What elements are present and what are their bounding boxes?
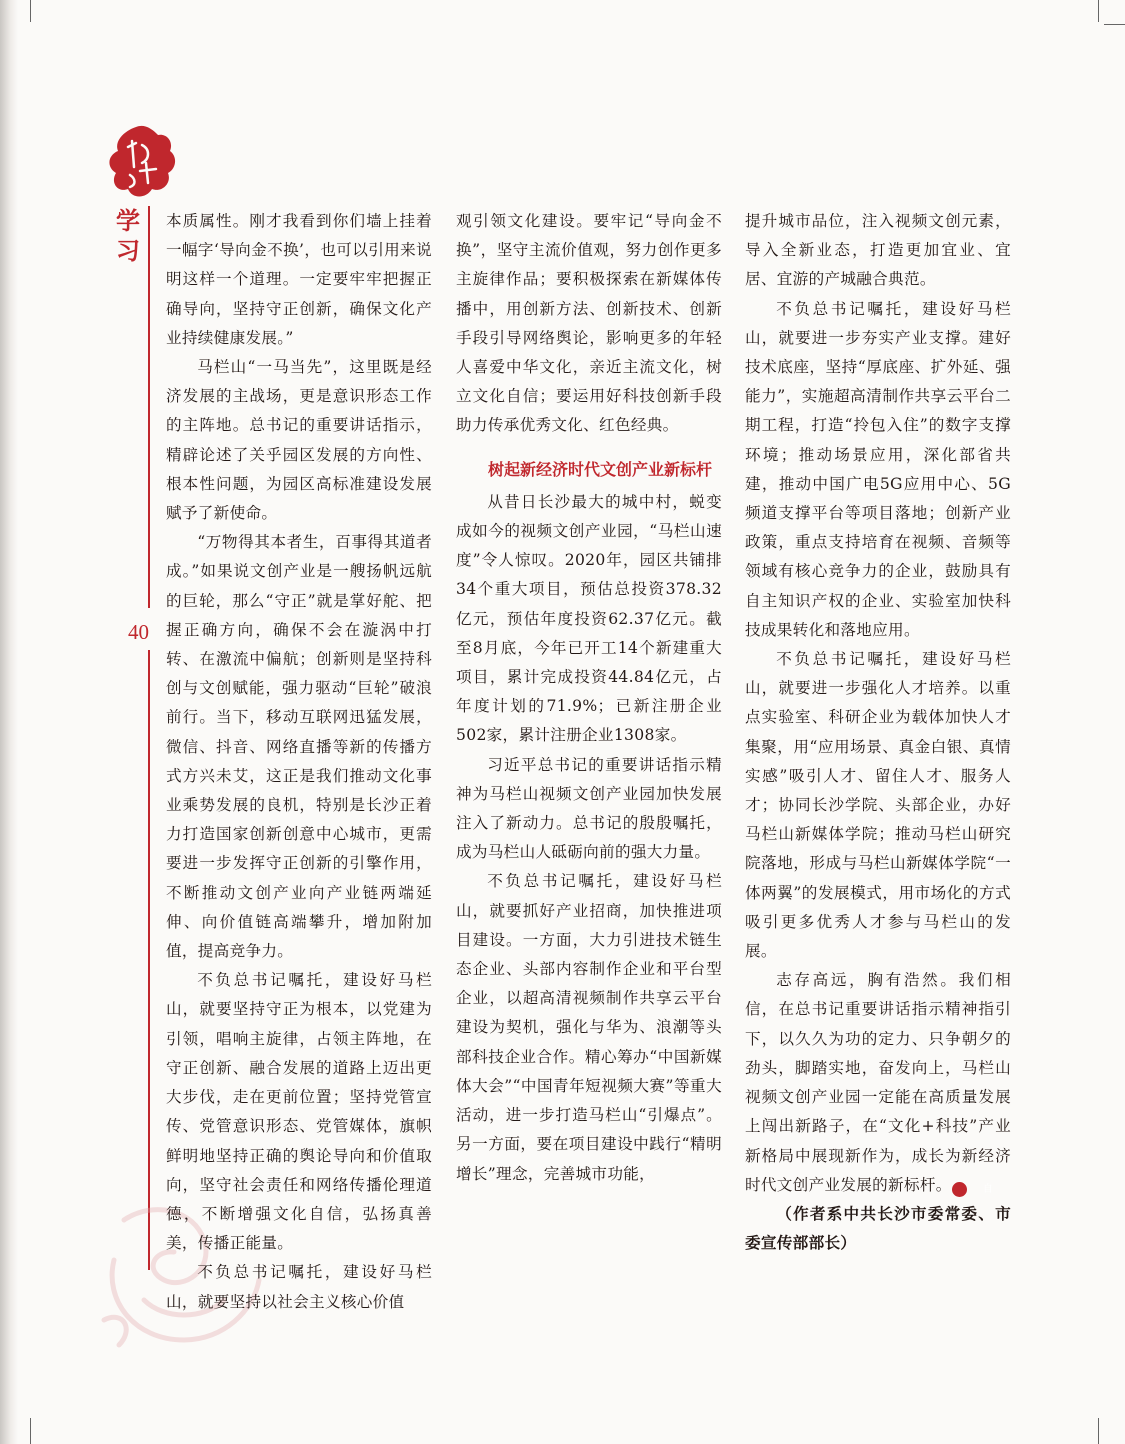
section-rule-top bbox=[148, 206, 150, 608]
text-column-3 bbox=[745, 207, 1011, 1258]
paragraph: 观引领文化建设。要牢记“导向金不换”，坚守主流价值观，努力创作更多主旋律作品；要积极探索在新媒体传播中，用创新方法、创新技术、创新手段引导网络舆论，影响更多的年轻人喜爱中华文化，亲近主流文化，树立文化自信；要运用好科技创新手段助力传承优秀文化、红色经典。 bbox=[456, 212, 722, 435]
paragraph: 马栏山“一马当先”，这里既是经济发展的主战场，更是意识形态工作的主阵地。总书记的重要讲话指示，精辟论述了关乎园区发展的方向性、根本性问题，为园区高标准建设发展赋予了新使命。 bbox=[166, 358, 432, 523]
paragraph: 习近平总书记的重要讲话指示精神为马栏山视频文创产业园加快发展注入了新动力。总书记的殷殷嘱托，成为马栏山人砥砺向前的强大力量。 bbox=[456, 755, 722, 862]
paragraph: 不负总书记嘱托，建设好马栏山，就要进一步强化人才培养。以重点实验室、科研企业为载体加快人才集聚，用“应用场景、真金白银、真情实感”吸引人才、留住人才、服务人才；协同长沙学院、头部企业，办好马栏山新媒体学院；推动马栏山研究院落地，形成与马栏山新媒体学院“一体两翼”的发展模式，用市场化的方式吸引更多优秀人才参与马栏山的发展。 bbox=[745, 650, 1011, 961]
crop-mark-bottom-left bbox=[30, 1418, 31, 1444]
paragraph bbox=[745, 966, 1011, 1200]
text-column-2 bbox=[456, 207, 722, 1189]
page-gutter-shadow bbox=[0, 0, 18, 1444]
paragraph: 不负总书记嘱托，建设好马栏山，就要进一步夯实产业支撑。建好技术底座，坚持“厚底座、扩外延、强能力”，实施超高清制作共享云平台二期工程，打造“拎包入住”的数字支撑环境；推动场景应用，深化部省共建，推动中国广电5G应用中心、5G频道支撑平台等项目落地；创新产业政策，重点支持培育在视频、音频等领域有核心竞争力的企业，鼓励具有自主知识产权的企业、实验室加快科技成果转化和落地应用。 bbox=[745, 299, 1011, 639]
crop-mark-top-right bbox=[1098, 0, 1099, 22]
paragraph: 不负总书记嘱托，建设好马栏山，就要坚持以社会主义核心价值 bbox=[166, 1263, 432, 1311]
paragraph-text: 志存高远，胸有浩然。我们相信，在总书记重要讲话指示精神指引下，以久久为功的定力、只争朝夕的劲头，脚踏实地，奋发向上，马栏山视频文创产业园一定能在高质量发展上闯出新路子，在“文化+科技”产业新格局中展现新作为，成长为新经济时代文创产业发展的新标杆。 bbox=[745, 971, 1011, 1194]
column-logo bbox=[106, 123, 178, 201]
page-number: 40 bbox=[128, 620, 149, 644]
author-byline: （作者系中共长沙市委常委、市委宣传部部长） bbox=[745, 1204, 1011, 1253]
section-label: 学习 bbox=[116, 207, 140, 265]
paragraph: 提升城市品位，注入视频文创元素，导入全新业态，打造更加宜业、宜居、宜游的产城融合典范。 bbox=[745, 212, 1011, 289]
paragraph: 从昔日长沙最大的城中村，蜕变成如今的视频文创产业园，“马栏山速度”令人惊叹。2020年，园区共铺排34个重大项目，预估总投资378.32亿元，预估年度投资62.37亿元。截至8月底，今年已开工14个新建重大项目，累计完成投资44.84亿元，占年度计划的71.9%；已新注册企业502家，累计注册企业1308家。 bbox=[456, 492, 722, 745]
paragraph: “万物得其本者生，百事得其道者成。”如果说文创产业是一艘扬帆远航的巨轮，那么“守正”就是掌好舵、把握正确方向，确保不会在漩涡中打转、在激流中偏航；创新则是坚持科创与文创赋能，强力驱动“巨轮”破浪前行。当下，移动互联网迅猛发展，微信、抖音、网络直播等新的传播方式方兴未艾，这正是我们推动文化事业乘势发展的良机，特别是长沙正着力打造国家创新创意中心城市，更需要进一步发挥守正创新的引擎作用，不断推动文创产业向产业链两端延伸、向价值链高端攀升，增加附加值，提高竞争力。 bbox=[166, 533, 432, 961]
crop-mark-bottom-right bbox=[1098, 1418, 1099, 1444]
end-mark-icon: 自 bbox=[952, 1182, 967, 1197]
crop-mark-top-left bbox=[30, 0, 31, 22]
paragraph: 不负总书记嘱托，建设好马栏山，就要坚持守正为根本，以党建为引领，唱响主旋律，占领主阵地，在守正创新、融合发展的道路上迈出更大步伐，走在更前位置；坚持党管宣传、党管意识形态、党管媒体，旗帜鲜明地坚持正确的舆论导向和价值取向，坚守社会责任和网络传播伦理道德，不断增强文化自信，弘扬真善美，传播正能量。 bbox=[166, 971, 432, 1253]
paragraph: 本质属性。刚才我看到你们墙上挂着一幅字‘导向金不换’，也可以引用来说明这样一个道理。一定要牢牢把握正确导向，坚持守正创新，确保文化产业持续健康发展。” bbox=[166, 212, 432, 347]
paragraph: 不负总书记嘱托，建设好马栏山，就要抓好产业招商，加快推进项目建设。一方面，大力引进技术链生态企业、头部内容制作企业和平台型企业，以超高清视频制作共享云平台建设为契机，强化与华为、浪潮等头部科技企业合作。精心筹办“中国新媒体大会”“中国青年短视频大赛”等重大活动，进一步打造马栏山“引爆点”。另一方面，要在项目建设中践行“精明增长”理念，完善城市功能， bbox=[456, 872, 722, 1183]
section-heading: 树起新经济时代文创产业新标杆 bbox=[488, 459, 713, 479]
section-rule-bottom bbox=[148, 650, 150, 1270]
text-column-1 bbox=[166, 207, 432, 1317]
crop-mark-top-right-h bbox=[1104, 24, 1125, 25]
